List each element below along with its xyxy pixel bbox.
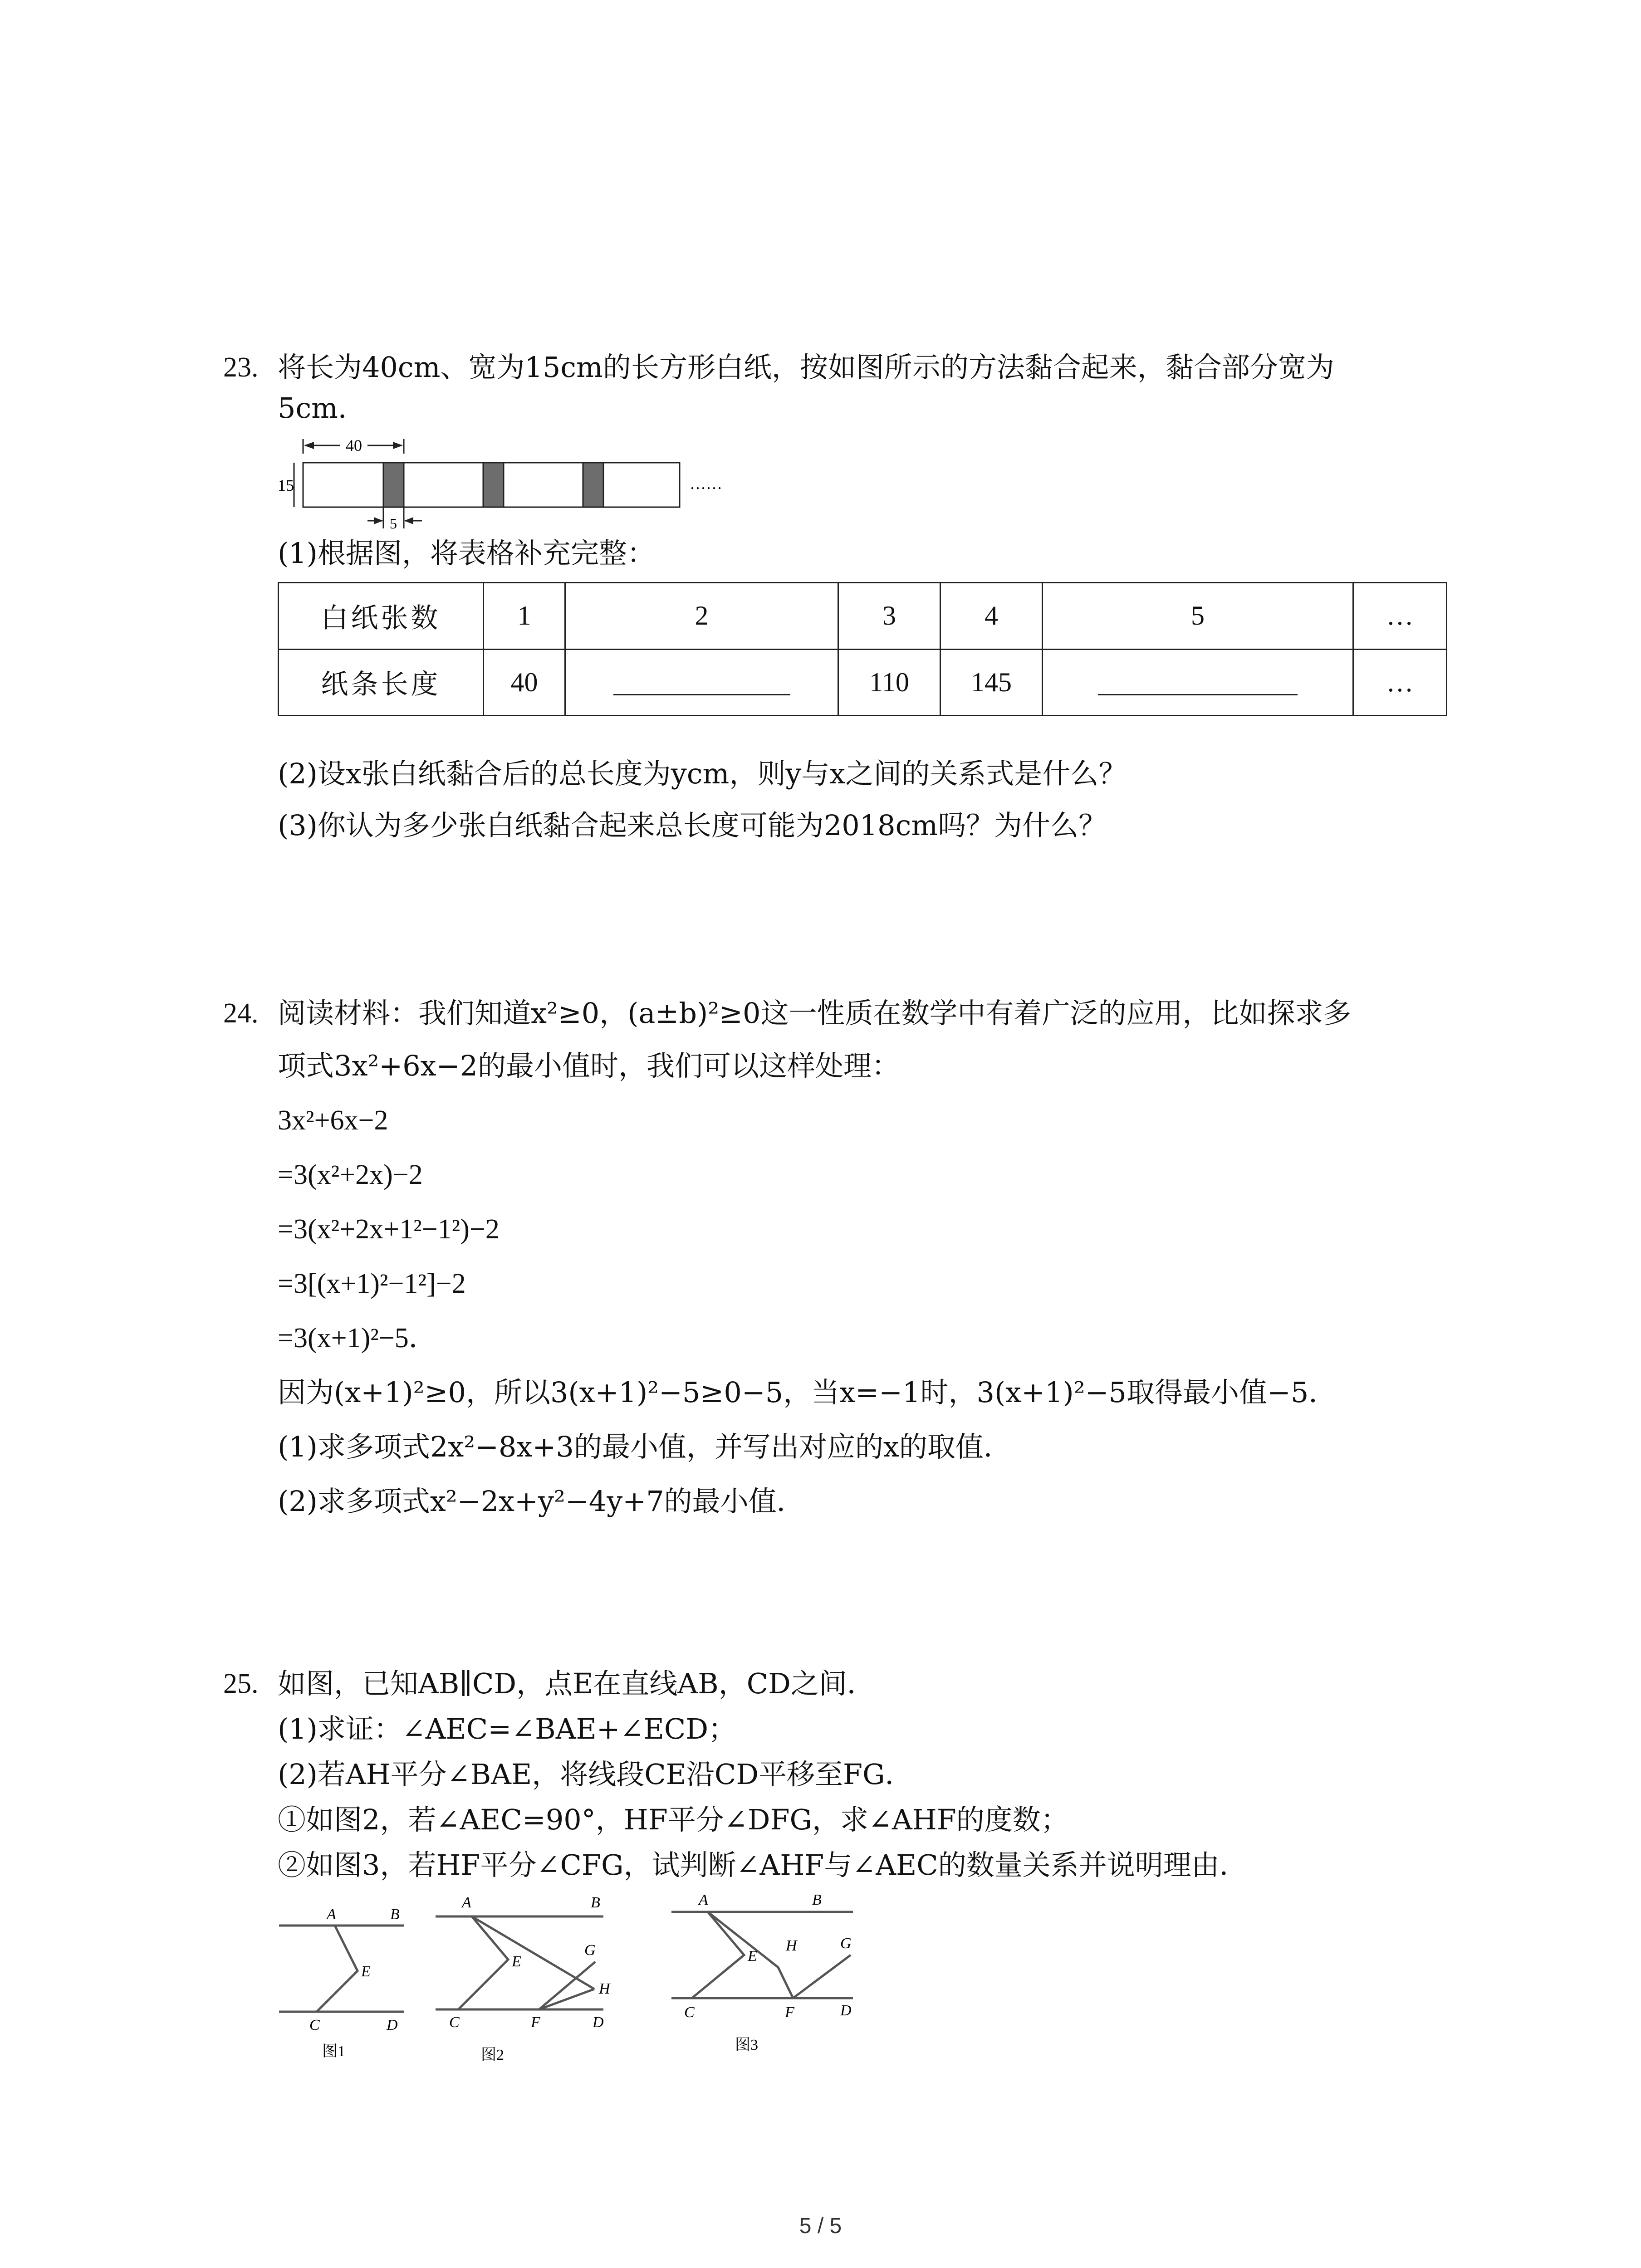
overlap-1 <box>383 463 404 507</box>
label-b: B <box>390 1906 400 1923</box>
arrow-left-icon <box>404 517 413 524</box>
question-25-number: 25. <box>223 1668 259 1699</box>
label-e: E <box>748 1948 757 1965</box>
arrow-right-icon <box>374 517 383 524</box>
label-g: G <box>840 1935 852 1952</box>
question-23-part2: (2)设x张白纸黏合后的总长度为ycm，则y与x之间的关系式是什么？ <box>278 757 1127 790</box>
table-cell: 40 <box>484 649 565 716</box>
label-f: F <box>785 2004 794 2021</box>
label-b: B <box>812 1892 822 1908</box>
question-23-number: 23. <box>223 352 259 383</box>
table-cell: 白纸张数 <box>279 583 484 650</box>
table-cell: 2 <box>565 583 838 650</box>
fill-in-table <box>278 582 1447 716</box>
broken-line-aec <box>458 1916 508 2009</box>
figure-2 <box>436 1894 611 2063</box>
question-25-part2: (2)若AH平分∠BAE，将线段CE沿CD平移至FG． <box>278 1758 913 1791</box>
question-23-text-line1 <box>278 349 1334 386</box>
broken-line-aec <box>692 1912 744 1998</box>
label-h: H <box>599 1980 610 1997</box>
question-25-line1: 如图，已知AB∥CD，点E在直线AB，CD之间． <box>278 1667 875 1700</box>
table-row <box>279 649 1447 716</box>
arrow-right-icon <box>393 442 403 449</box>
label-d: D <box>387 2017 398 2033</box>
question-24-part2: (2)求多项式x²−2x+y²−4y+7的最小值． <box>278 1485 805 1518</box>
label-a: A <box>699 1892 708 1908</box>
label-c: C <box>309 2017 320 2033</box>
broken-line-aec <box>317 1926 358 2012</box>
derivation-step-4: =3[(x+1)²−1²]−2 <box>278 1268 466 1299</box>
label-b: B <box>591 1894 600 1911</box>
question-25-part2b: ②如图3，若HF平分∠CFG，试判断∠AHF与∠AEC的数量关系并说明理由． <box>278 1848 1248 1882</box>
figure-1-caption: 图1 <box>322 2043 345 2060</box>
answer-blank[interactable] <box>613 674 790 695</box>
table-cell: 110 <box>838 649 941 716</box>
question-25-part1: (1)求证：∠AEC=∠BAE+∠ECD； <box>278 1712 737 1745</box>
length-label: 40 <box>346 436 362 455</box>
q23-line1-text: 将长为40cm、宽为15cm的长方形白纸，按如图所示的方法黏合起来，黏合部分宽为 <box>278 351 1334 384</box>
table-cell: 145 <box>941 649 1043 716</box>
derivation-conclusion: 因为(x+1)²≥0，所以3(x+1)²−5≥0−5，当x=−1时，3(x+1)²−5取得最小值−5． <box>278 1376 1337 1409</box>
answer-blank-cell[interactable] <box>1043 649 1353 716</box>
question-23-part1: (1)根据图，将表格补充完整： <box>278 537 655 570</box>
table-row <box>279 583 1447 650</box>
table-cell: … <box>1353 583 1447 650</box>
label-e: E <box>361 1963 371 1980</box>
label-a: A <box>327 1906 336 1923</box>
arrow-left-icon <box>304 442 314 449</box>
question-23-part3: (3)你认为多少张白纸黏合起来总长度可能为2018cm吗？为什么？ <box>278 809 1107 842</box>
label-d: D <box>593 2014 604 2031</box>
table-cell: 纸条长度 <box>279 649 484 716</box>
overlap-3 <box>583 463 603 507</box>
segment-fg <box>793 1955 851 1998</box>
table-cell: 1 <box>484 583 565 650</box>
label-c: C <box>684 2004 695 2021</box>
figure-1 <box>279 1906 404 2060</box>
geometry-figures <box>268 1889 880 2066</box>
question-23-text-line2: 5cm． <box>278 391 366 425</box>
label-f: F <box>531 2014 540 2031</box>
question-24-line1: 阅读材料：我们知道x²≥0，(a±b)²≥0这一性质在数学中有着广泛的应用，比如探求多 <box>278 997 1352 1030</box>
table-cell: 4 <box>941 583 1043 650</box>
figure-2-caption: 图2 <box>481 2047 504 2063</box>
question-24-number: 24. <box>223 998 259 1029</box>
label-c: C <box>449 2014 460 2031</box>
page-number: 5 / 5 <box>799 2214 842 2238</box>
derivation-step-1: 3x²+6x−2 <box>278 1105 388 1136</box>
overlap-label: 5 <box>390 515 397 531</box>
strip-ellipsis: …… <box>690 474 722 493</box>
overlap-2 <box>483 463 504 507</box>
table-cell: 5 <box>1043 583 1353 650</box>
derivation-step-2: =3(x²+2x)−2 <box>278 1159 423 1190</box>
question-24-line2: 项式3x²+6x−2的最小值时，我们可以这样处理： <box>278 1049 900 1082</box>
answer-blank[interactable] <box>1098 674 1298 695</box>
table-cell: … <box>1353 649 1447 716</box>
label-e: E <box>512 1953 521 1970</box>
question-25-part2a: ①如图2，若∠AEC=90°，HF平分∠DFG，求∠AHF的度数； <box>278 1803 1069 1836</box>
label-g: G <box>584 1942 596 1959</box>
paper-strip-figure <box>272 435 726 531</box>
width-label: 15 <box>278 476 294 494</box>
label-d: D <box>840 2002 852 2019</box>
derivation-step-5: =3(x+1)²−5． <box>278 1323 437 1354</box>
question-24-part1: (1)求多项式2x²−8x+3的最小值，并写出对应的x的取值． <box>278 1430 1012 1463</box>
figure-3-caption: 图3 <box>735 2037 758 2053</box>
label-a: A <box>462 1894 471 1911</box>
table-cell: 3 <box>838 583 941 650</box>
derivation-step-3: =3(x²+2x+1²−1²)−2 <box>278 1214 500 1245</box>
figure-3 <box>671 1892 853 2053</box>
segment-fh <box>539 1989 594 2009</box>
answer-blank-cell[interactable] <box>565 649 838 716</box>
label-h: H <box>786 1937 797 1954</box>
